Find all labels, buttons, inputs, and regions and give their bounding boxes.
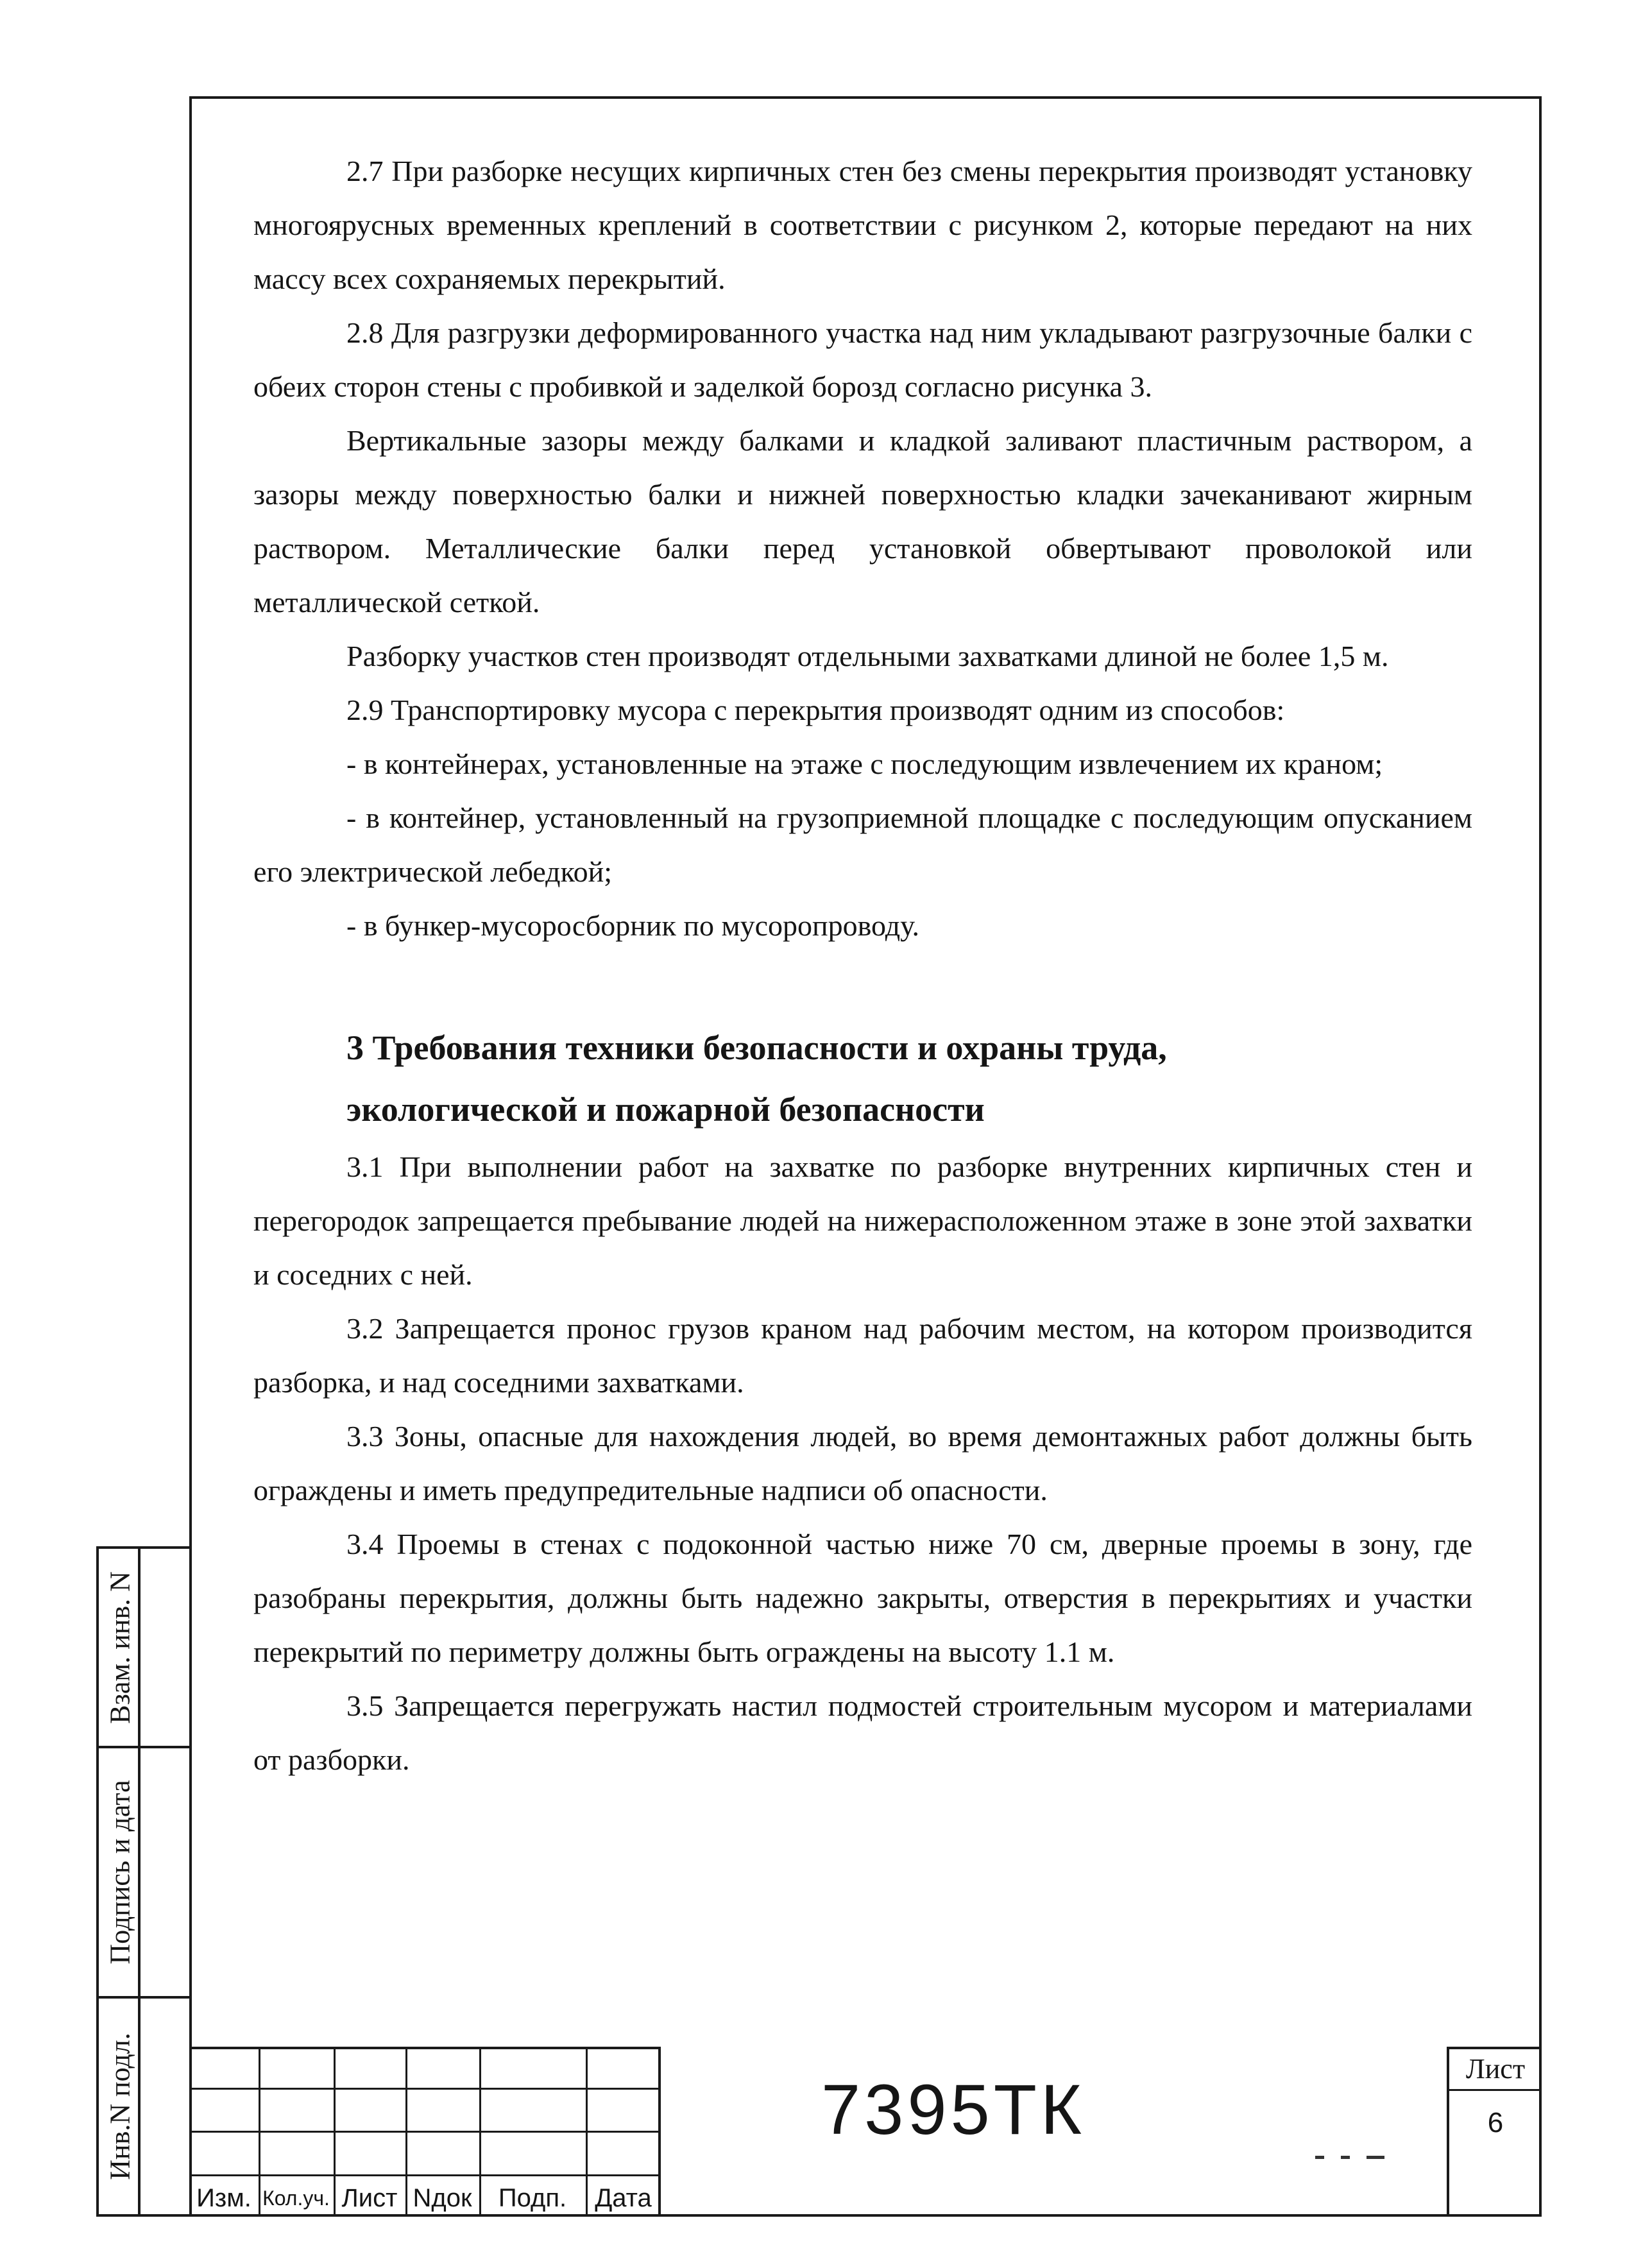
paragraph-2-7: 2.7 При разборке несущих кирпичных стен без смены перекрытия производят установку многоярусных временных креплений в соответствии с рисунком 2, которые передают на них массу всех сохраняемых перекрытий. <box>253 155 1472 295</box>
caption-list: Лист <box>341 2184 398 2212</box>
paragraph-2-8-gaps: Вертикальные зазоры между балками и кладкой заливают пластичным раствором, а зазоры между поверхностью балки и нижней поверхностью кладки зачеканивают жирным раствором. Металлические балки перед установкой обвертывают проволокой или металлической сеткой. <box>253 424 1472 618</box>
side-label-inv: Инв.N подл. <box>104 2033 136 2180</box>
paragraph-3-5: 3.5 Запрещается перегружать настил подмостей строительным мусором и материалами от разборки. <box>253 1689 1472 1776</box>
side-label-vzam: Взам. инв. N <box>104 1571 136 1724</box>
list-item-container-platform: - в контейнер, установленный на грузоприемной площадке с последующим опусканием его электрической лебедкой; <box>253 801 1472 888</box>
document-body <box>253 144 1472 1787</box>
section-3-heading-line-1: 3 Требования техники безопасности и охраны труда, <box>346 1028 1167 1067</box>
paragraph-2-9: 2.9 Транспортировку мусора с перекрытия производят одним из способов: <box>346 694 1285 726</box>
caption-ndok: Nдок <box>413 2184 472 2212</box>
scan-mark <box>1341 2156 1350 2159</box>
caption-kol-uch: Кол.уч. <box>262 2187 330 2210</box>
paragraph-2-8-sections: Разборку участков стен производят отдельными захватками длиной не более 1,5 м. <box>346 640 1389 672</box>
paragraph-3-2: 3.2 Запрещается пронос грузов краном над рабочим местом, на котором производится разборка, и над соседними захватками. <box>253 1312 1472 1399</box>
paragraph-3-1: 3.1 При выполнении работ на захватке по разборке внутренних кирпичных стен и перегородок запрещается пребывание людей на нижерасположенном этаже в зоне этой захватки и соседних с ней. <box>253 1150 1472 1291</box>
paragraph-3-3: 3.3 Зоны, опасные для нахождения людей, во время демонтажных работ должны быть ограждены и иметь предупредительные надписи об опасности. <box>253 1420 1472 1506</box>
side-stamp-vzam <box>96 1546 189 1748</box>
scan-mark <box>1367 2156 1384 2159</box>
section-3-heading-line-2: экологической и пожарной безопасности <box>346 1090 985 1129</box>
paragraph-3-4: 3.4 Проемы в стенах с подоконной частью ниже 70 см, дверные проемы в зону, где разобраны перекрытия, должны быть надежно закрыты, отверстия в перекрытиях и участки перекрытий по периметру должны быть ограждены на высоту 1.1 м. <box>253 1528 1472 1668</box>
sheet-number: 6 <box>1487 2107 1504 2138</box>
caption-podp: Подп. <box>498 2184 567 2212</box>
sheet-label: Лист <box>1449 2049 1542 2091</box>
paragraph-2-8: 2.8 Для разгрузки деформированного участка над ним укладывают разгрузочные балки с обеих сторон стены с пробивкой и заделкой борозд согласно рисунка 3. <box>253 316 1472 403</box>
list-item-bunker: - в бункер-мусоросборник по мусоропроводу. <box>346 909 920 942</box>
document-number: 7395ТК <box>821 2070 1086 2149</box>
revision-grid <box>189 2047 661 2217</box>
side-stamp-inv <box>96 1996 189 2217</box>
sheet-box <box>1447 2047 1542 2217</box>
caption-data: Дата <box>595 2184 652 2212</box>
caption-izm: Изм. <box>196 2184 251 2212</box>
list-item-containers: - в контейнерах, установленные на этаже с последующим извлечением их краном; <box>346 747 1383 780</box>
side-label-podpis: Подпись и дата <box>104 1780 136 1965</box>
side-stamp-podpis <box>96 1746 189 1999</box>
scan-mark <box>1315 2156 1324 2159</box>
